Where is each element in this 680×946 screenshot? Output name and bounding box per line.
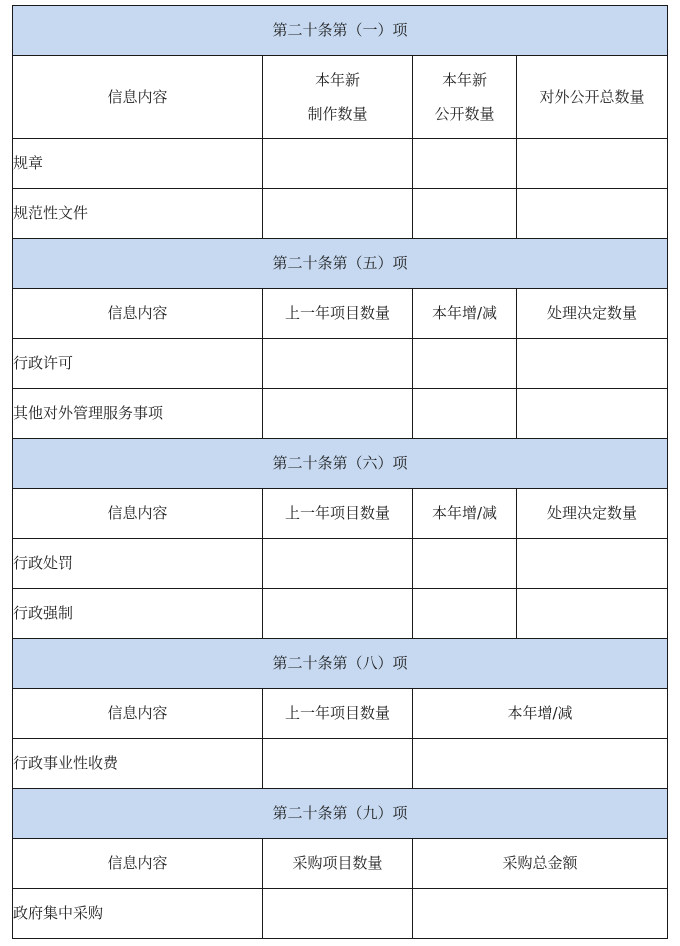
empty-value-cell <box>263 139 413 189</box>
column-header-text: 信息内容 <box>107 304 168 323</box>
row-label: 行政强制 <box>13 589 263 639</box>
column-header <box>13 839 263 889</box>
column-header-text: 处理决定数量 <box>547 304 638 323</box>
section-title: 第二十条第（五）项 <box>13 239 668 289</box>
column-header-text: 信息内容 <box>107 704 168 723</box>
empty-value-cell <box>263 539 413 589</box>
empty-value-cell <box>517 589 668 639</box>
empty-value-cell <box>517 339 668 389</box>
empty-value-cell <box>263 339 413 389</box>
column-header-text: 上一年项目数量 <box>284 504 390 523</box>
column-header-text: 信息内容 <box>107 854 168 873</box>
section-title: 第二十条第（六）项 <box>13 439 668 489</box>
row-label: 行政处罚 <box>13 539 263 589</box>
section-title: 第二十条第（八）项 <box>13 639 668 689</box>
column-header-row <box>13 56 668 139</box>
column-header-text: 对外公开总数量 <box>539 87 645 106</box>
section-title: 第二十条第（一）项 <box>13 6 668 56</box>
empty-value-cell <box>413 889 668 939</box>
section-title-row <box>13 6 668 56</box>
column-header-text: 信息内容 <box>107 504 168 523</box>
empty-value-cell <box>263 189 413 239</box>
empty-value-cell <box>413 739 668 789</box>
column-header <box>413 56 517 139</box>
column-header-row <box>13 489 668 539</box>
table-row <box>13 389 668 439</box>
section-title-row <box>13 639 668 689</box>
column-header-text: 采购项目数量 <box>292 854 383 873</box>
column-header <box>413 689 668 739</box>
column-header-row <box>13 689 668 739</box>
row-label: 规范性文件 <box>13 189 263 239</box>
empty-value-cell <box>413 189 517 239</box>
column-header <box>13 489 263 539</box>
empty-value-cell <box>517 539 668 589</box>
column-header-row <box>13 839 668 889</box>
disclosure-table <box>12 5 668 939</box>
table-row <box>13 739 668 789</box>
column-header <box>263 489 413 539</box>
column-header-text: 上一年项目数量 <box>284 304 390 323</box>
row-label: 行政许可 <box>13 339 263 389</box>
empty-value-cell <box>413 139 517 189</box>
row-label: 行政事业性收费 <box>13 739 263 789</box>
column-header <box>263 689 413 739</box>
empty-value-cell <box>413 539 517 589</box>
empty-value-cell <box>413 389 517 439</box>
table-row <box>13 189 668 239</box>
column-header-text: 本年新 <box>314 70 360 89</box>
column-header <box>263 289 413 339</box>
column-header-text: 本年新 <box>441 70 487 89</box>
column-header-text: 处理决定数量 <box>547 504 638 523</box>
row-label: 规章 <box>13 139 263 189</box>
empty-value-cell <box>263 889 413 939</box>
column-header-row <box>13 289 668 339</box>
empty-value-cell <box>263 739 413 789</box>
column-header <box>263 839 413 889</box>
column-header-text: 本年增/减 <box>431 504 498 523</box>
table-row <box>13 539 668 589</box>
table-row <box>13 339 668 389</box>
column-header-text: 信息内容 <box>107 87 168 106</box>
column-header <box>13 56 263 139</box>
row-label: 政府集中采购 <box>13 889 263 939</box>
empty-value-cell <box>517 139 668 189</box>
column-header-text: 本年增/减 <box>431 304 498 323</box>
empty-value-cell <box>517 189 668 239</box>
column-header <box>413 839 668 889</box>
table-row <box>13 139 668 189</box>
column-header-text: 采购总金额 <box>502 854 578 873</box>
row-label: 其他对外管理服务事项 <box>13 389 263 439</box>
table-body <box>13 6 668 939</box>
empty-value-cell <box>263 589 413 639</box>
column-header <box>263 56 413 139</box>
column-header <box>413 289 517 339</box>
empty-value-cell <box>517 389 668 439</box>
section-title-row <box>13 239 668 289</box>
section-title-row <box>13 789 668 839</box>
table-row <box>13 589 668 639</box>
empty-value-cell <box>413 589 517 639</box>
empty-value-cell <box>263 389 413 439</box>
column-header-text: 制作数量 <box>307 105 368 123</box>
column-header <box>13 289 263 339</box>
column-header <box>517 289 668 339</box>
section-title-row <box>13 439 668 489</box>
column-header-text: 公开数量 <box>434 105 495 123</box>
column-header-text: 上一年项目数量 <box>284 704 390 723</box>
empty-value-cell <box>413 339 517 389</box>
column-header <box>413 489 517 539</box>
column-header <box>517 489 668 539</box>
column-header-text: 本年增/减 <box>507 704 573 723</box>
table-row <box>13 889 668 939</box>
column-header <box>517 56 668 139</box>
section-title: 第二十条第（九）项 <box>13 789 668 839</box>
column-header <box>13 689 263 739</box>
